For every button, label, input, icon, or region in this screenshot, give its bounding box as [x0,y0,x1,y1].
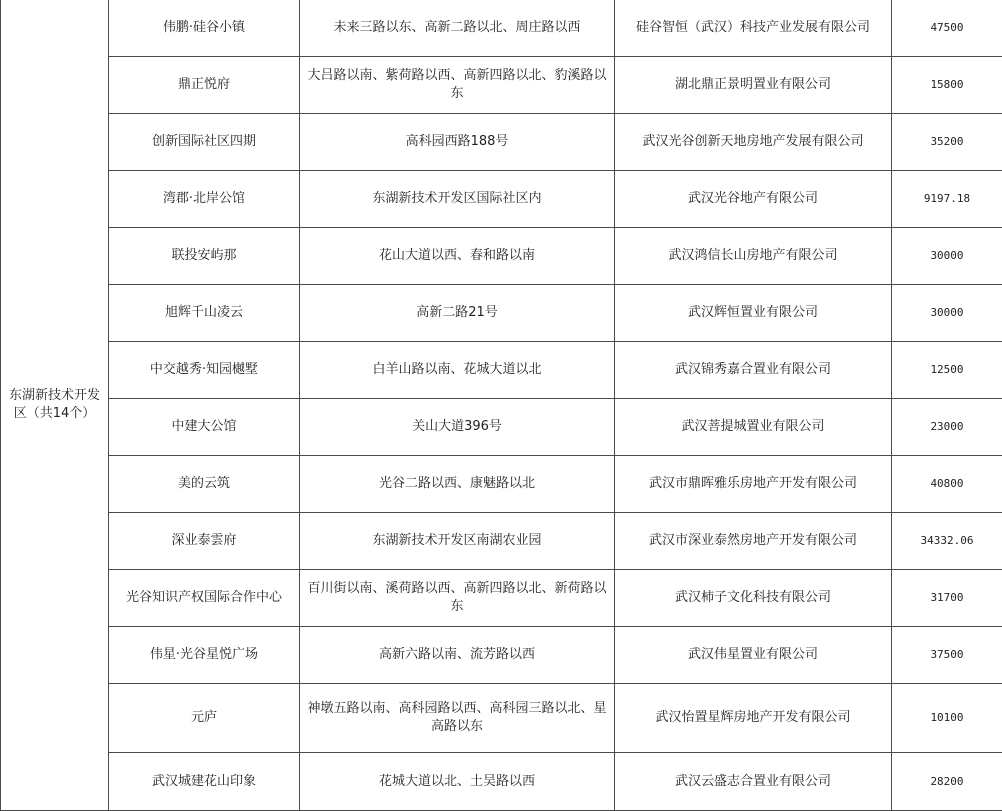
table-row [1,228,1002,285]
project-name-cell: 联投安屿那 [109,228,300,285]
table-row [1,342,1002,399]
table-body [1,0,1002,811]
project-name-cell: 伟星·光谷星悦广场 [109,627,300,684]
developer-cell: 武汉市鼎晖雅乐房地产开发有限公司 [615,456,892,513]
project-location-cell: 光谷二路以西、康魅路以北 [300,456,615,513]
developer-cell: 湖北鼎正景明置业有限公司 [615,57,892,114]
area-cell: 23000 [892,399,1002,456]
area-cell: 10100 [892,684,1002,753]
table-row [1,57,1002,114]
developer-cell: 武汉光谷创新天地房地产发展有限公司 [615,114,892,171]
table-row [1,114,1002,171]
project-location-cell: 高科园西路188号 [300,114,615,171]
developer-cell: 武汉伟星置业有限公司 [615,627,892,684]
project-name-cell: 旭辉千山凌云 [109,285,300,342]
table-row [1,570,1002,627]
project-location-cell: 花山大道以西、春和路以南 [300,228,615,285]
project-location-cell: 大吕路以南、紫荷路以西、高新四路以北、豹溪路以东 [300,57,615,114]
project-name-cell: 武汉城建花山印象 [109,753,300,811]
project-location-cell: 高新二路21号 [300,285,615,342]
table-row [1,0,1002,57]
project-location-cell: 花城大道以北、土吴路以西 [300,753,615,811]
project-name-cell: 中建大公馆 [109,399,300,456]
project-location-cell: 未来三路以东、高新二路以北、周庄路以西 [300,0,615,57]
table-row [1,456,1002,513]
area-cell: 28200 [892,753,1002,811]
developer-cell: 武汉鸿信长山房地产有限公司 [615,228,892,285]
area-cell: 34332.06 [892,513,1002,570]
developer-cell: 武汉云盛志合置业有限公司 [615,753,892,811]
table-row [1,684,1002,753]
area-cell: 30000 [892,285,1002,342]
developer-cell: 武汉光谷地产有限公司 [615,171,892,228]
area-cell: 31700 [892,570,1002,627]
project-name-cell: 中交越秀·知园樾墅 [109,342,300,399]
project-location-cell: 东湖新技术开发区国际社区内 [300,171,615,228]
project-location-cell: 东湖新技术开发区南湖农业园 [300,513,615,570]
developer-cell: 硅谷智恒（武汉）科技产业发展有限公司 [615,0,892,57]
project-name-cell: 湾郡·北岸公馆 [109,171,300,228]
area-cell: 47500 [892,0,1002,57]
area-cell: 40800 [892,456,1002,513]
project-name-cell: 伟鹏·硅谷小镇 [109,0,300,57]
developer-cell: 武汉柿子文化科技有限公司 [615,570,892,627]
area-cell: 15800 [892,57,1002,114]
area-cell: 30000 [892,228,1002,285]
area-cell: 37500 [892,627,1002,684]
developer-cell: 武汉锦秀嘉合置业有限公司 [615,342,892,399]
project-name-cell: 鼎正悦府 [109,57,300,114]
project-name-cell: 创新国际社区四期 [109,114,300,171]
project-location-cell: 白羊山路以南、花城大道以北 [300,342,615,399]
area-cell: 9197.18 [892,171,1002,228]
project-name-cell: 元庐 [109,684,300,753]
district-cell: 东湖新技术开发区（共14个） [1,0,109,811]
table-row [1,285,1002,342]
developer-cell: 武汉菩提城置业有限公司 [615,399,892,456]
developer-cell: 武汉辉恒置业有限公司 [615,285,892,342]
table-row [1,627,1002,684]
area-cell: 35200 [892,114,1002,171]
table-row [1,171,1002,228]
table-row [1,513,1002,570]
table-row [1,753,1002,811]
area-cell: 12500 [892,342,1002,399]
table-row [1,399,1002,456]
project-location-cell: 关山大道396号 [300,399,615,456]
developer-cell: 武汉市深业泰然房地产开发有限公司 [615,513,892,570]
project-name-cell: 光谷知识产权国际合作中心 [109,570,300,627]
project-name-cell: 深业泰雲府 [109,513,300,570]
developer-cell: 武汉怡置星辉房地产开发有限公司 [615,684,892,753]
project-name-cell: 美的云筑 [109,456,300,513]
project-location-cell: 高新六路以南、流芳路以西 [300,627,615,684]
project-location-cell: 神墩五路以南、高科园路以西、高科园三路以北、星高路以东 [300,684,615,753]
project-location-cell: 百川街以南、溪荷路以西、高新四路以北、新荷路以东 [300,570,615,627]
